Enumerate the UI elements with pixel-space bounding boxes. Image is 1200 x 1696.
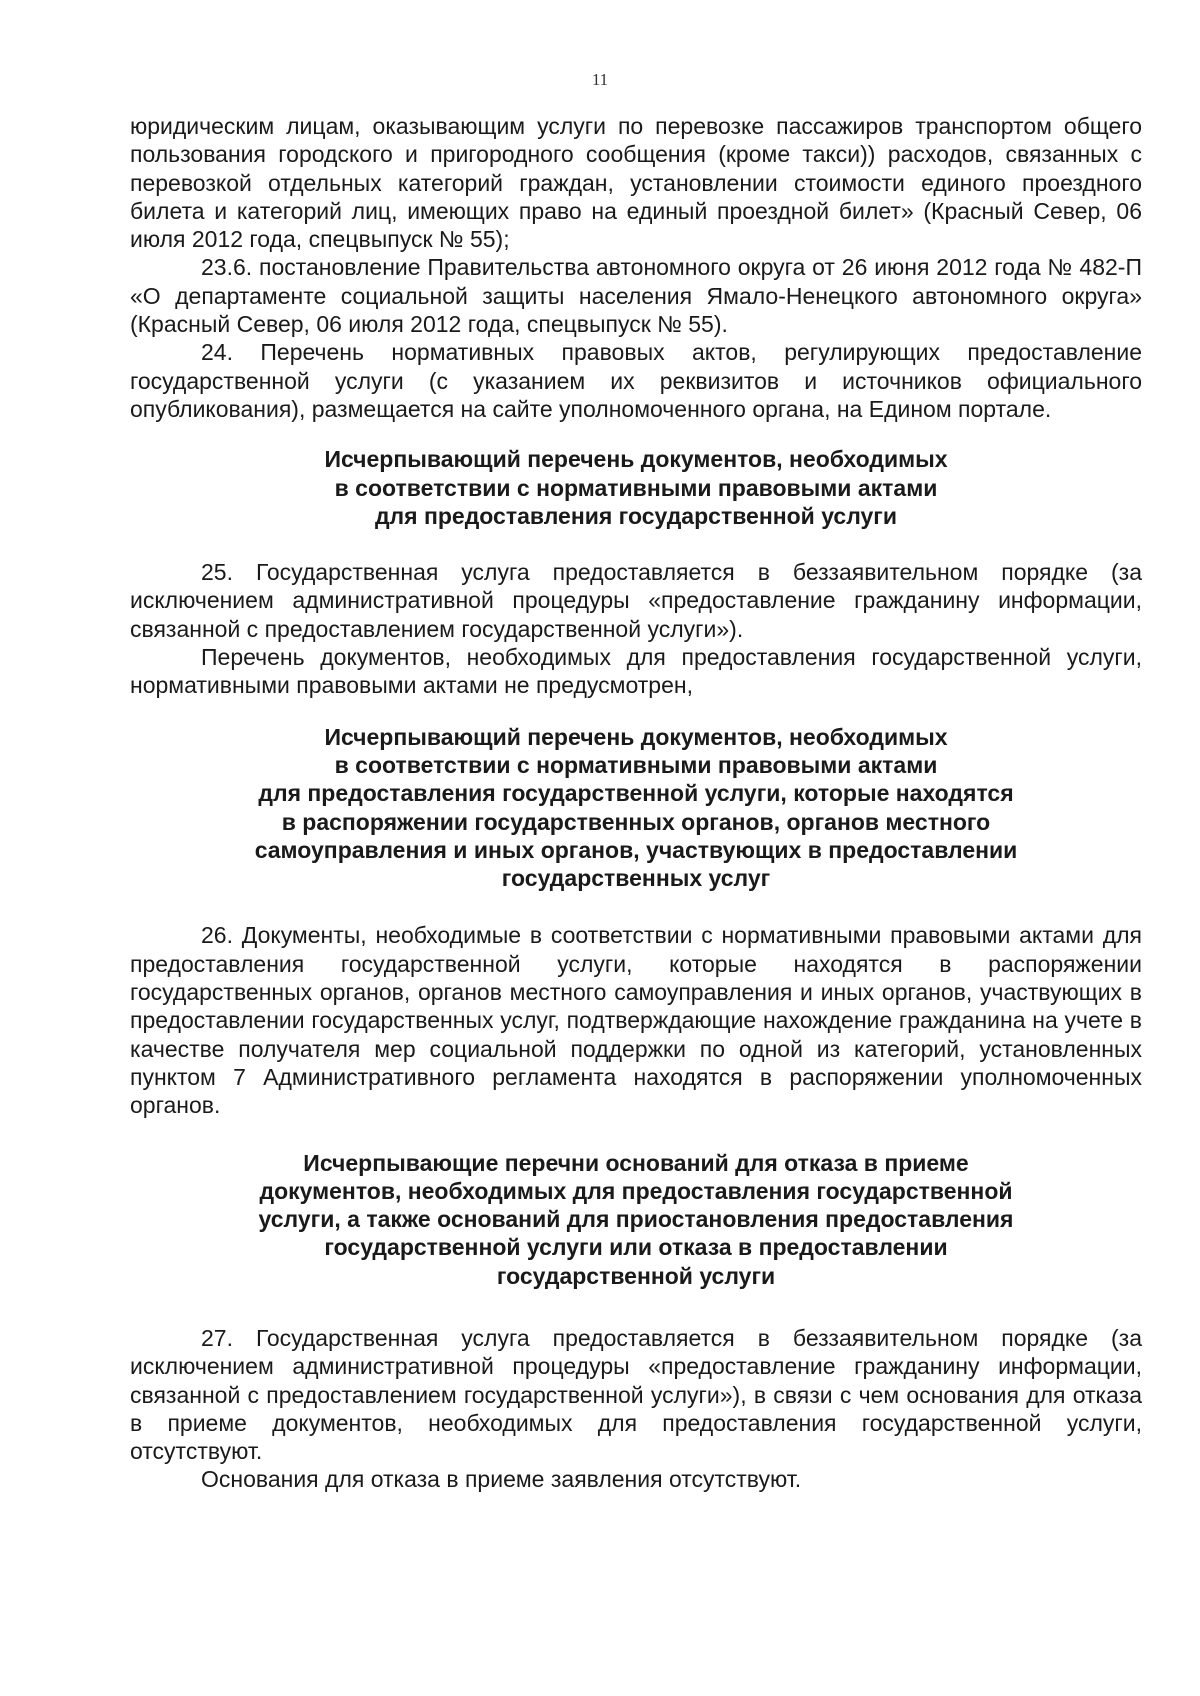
heading-line: Исчерпывающий перечень документов, необходимых	[324, 723, 948, 750]
heading-line: для предоставления государственной услуги, которые находятся	[258, 780, 1014, 807]
document-body	[130, 112, 1142, 1494]
heading-line: в соответствии с нормативными правовыми актами	[334, 474, 938, 501]
paragraph-25: 25. Государственная услуга предоставляется в беззаявительном порядке (за исключением административной процедуры «предоставление гражданину информации, связанной с предоставлением государственной услуги»).	[130, 559, 1142, 642]
heading-line: в соответствии с нормативными правовыми актами	[334, 751, 938, 778]
paragraph-27-no-grounds: Основания для отказа в приеме заявления отсутствуют.	[201, 1466, 802, 1493]
heading-line: Исчерпывающие перечни оснований для отказа в приеме	[303, 1149, 969, 1176]
paragraph-26: 26. Документы, необходимые в соответствии с нормативными правовыми актами для предоставления государственной услуги, которые находятся в распоряжении государственных органов, органов местного самоуправления и иных органов, участвующих в предоставлении государственных услуг, подтверждающие нахождение гражданина на учете в качестве получателя мер социальной поддержки по одной из категорий, установленных пунктом 7 Административного регламента находятся в распоряжении уполномоченных органов.	[130, 922, 1142, 1119]
heading-line: документов, необходимых для предоставления государственной	[259, 1177, 1013, 1204]
paragraph-25-documents-list: Перечень документов, необходимых для предоставления государственной услуги, нормативными правовыми актами не предусмотрен,	[130, 644, 1142, 699]
heading-line: государственных услуг	[501, 865, 771, 892]
paragraph-24: 24. Перечень нормативных правовых актов, регулирующих предоставление государственной услуги (с указанием их реквизитов и источников официального опубликования), размещается на сайте уполномоченного органа, на Едином портале.	[130, 339, 1142, 422]
heading-line: для предоставления государственной услуги	[374, 502, 898, 529]
heading-line: государственной услуги или отказа в предоставлении	[324, 1234, 948, 1261]
paragraph-continuation: юридическим лицам, оказывающим услуги по перевозке пассажиров транспортом общего пользования городского и пригородного сообщения (кроме такси)) расходов, связанных с перевозкой отдельных категорий граждан, установлении стоимости единого проездного билета и категорий лиц, имеющих право на единый проездной билет» (Красный Север, 06 июля 2012 года, спецвыпуск № 55);	[130, 113, 1142, 253]
heading-line: в распоряжении государственных органов, органов местного	[281, 808, 991, 835]
heading-line: самоуправления и иных органов, участвующих в предоставлении	[254, 836, 1018, 863]
heading-line: государственной услуги	[496, 1262, 776, 1289]
page-number: 11	[591, 70, 609, 89]
heading-line: Исчерпывающий перечень документов, необходимых	[324, 446, 948, 473]
paragraph-27: 27. Государственная услуга предоставляется в беззаявительном порядке (за исключением административной процедуры «предоставление гражданину информации, связанной с предоставлением государственной услуги»), в связи с чем основания для отказа в приеме документов, необходимых для предоставления государственной услуги, отсутствуют.	[130, 1324, 1142, 1465]
section-heading-documents-in-authorities	[130, 723, 1142, 893]
paragraph-23-6: 23.6. постановление Правительства автономного округа от 26 июня 2012 года № 482-П «О департаменте социальной защиты населения Ямало-Ненецкого автономного округа» (Красный Север, 06 июля 2012 года, спецвыпуск № 55).	[130, 254, 1142, 338]
section-heading-refusal-grounds	[130, 1149, 1142, 1290]
heading-line: услуги, а также оснований для приостановления предоставления	[258, 1206, 1014, 1233]
section-heading-documents-list	[130, 445, 1142, 530]
